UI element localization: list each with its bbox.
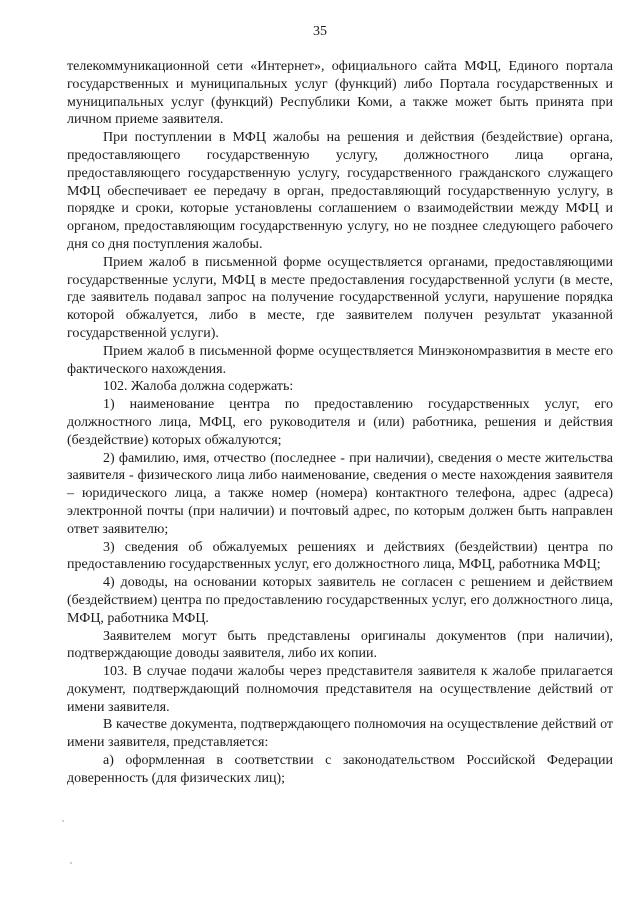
paragraph-mfc-complaint-transfer: При поступлении в МФЦ жалобы на решения и действия (бездействие) органа, предоставляющего государственную услугу, должностного лица органа, предоставляющего государственную услугу, государственного гражданского служащего МФЦ обеспечивает ее передачу в орган, предоставляющий государственную услугу, в порядке и сроки, которые установлены соглашением о взаимодействии между МФЦ и органом, предоставляющим государственную услугу, но не позднее следующего рабочего дня со дня поступления жалобы. xyxy=(67,130,613,252)
paragraph-ministry-reception: Прием жалоб в письменной форме осуществляется Минэкономразвития в месте его фактического нахождения. xyxy=(67,343,613,377)
paragraph-item-1: 1) наименование центра по предоставлению государственных услуг, его должностного лица, МФЦ, его руководителя и (или) работника, решения и действия (бездействие) которых обжалуются; xyxy=(67,397,613,448)
paragraph-authority-document: В качестве документа, подтверждающего полномочия на осуществление действий от имени заявителя, представляется: xyxy=(67,717,613,751)
paragraph-supporting-documents: Заявителем могут быть представлены оригиналы документов (при наличии), подтверждающие доводы заявителя, либо их копии. xyxy=(67,628,613,662)
paragraph-item-3: 3) сведения об обжалуемых решениях и действиях (бездействии) центра по предоставлению государственных услуг, его должностного лица, МФЦ, работника МФЦ; xyxy=(67,539,613,573)
page-number: 35 xyxy=(313,24,327,39)
paragraph-item-2: 2) фамилию, имя, отчество (последнее - при наличии), сведения о месте жительства заявителя - физического лица либо наименование, сведения о месте нахождения заявителя – юридического лица, а также номер (номера) контактного телефона, адрес (адреса) электронной почты (при наличии) и почтовый адрес, по которым должен быть направлен ответ заявителю; xyxy=(67,450,613,537)
scan-speck xyxy=(70,862,72,864)
paragraph-clause-102: 102. Жалоба должна содержать: xyxy=(103,379,294,395)
paragraph-written-complaint-reception: Прием жалоб в письменной форме осуществляется органами, предоставляющими государственные услуги, МФЦ в месте предоставления государственной услуги (в месте, где заявитель подавал запрос на получение государственной услуги, нарушение порядка которой обжалуется, либо в месте, где заявителем получен результат указанной государственной услуги). xyxy=(67,254,613,341)
paragraph-clause-103: 103. В случае подачи жалобы через представителя заявителя к жалобе прилагается документ, подтверждающий полномочия представителя на осуществление действий от имени заявителя. xyxy=(67,664,613,715)
paragraph-internet-channels: телекоммуникационной сети «Интернет», официального сайта МФЦ, Единого портала государственных и муниципальных услуг (функций) либо Портала государственных и муниципальных услуг (функций) Республики Коми, а также может быть принята при личном приеме заявителя. xyxy=(67,59,613,128)
document-body xyxy=(67,58,613,788)
paragraph-item-a: а) оформленная в соответствии с законодательством Российской Федерации доверенность (для физических лиц); xyxy=(67,753,613,786)
scan-speck xyxy=(62,820,64,822)
paragraph-item-4: 4) доводы, на основании которых заявитель не согласен с решением и действием (бездействием) центра по предоставлению государственных услуг, его должностного лица, МФЦ, работника МФЦ. xyxy=(67,575,613,626)
